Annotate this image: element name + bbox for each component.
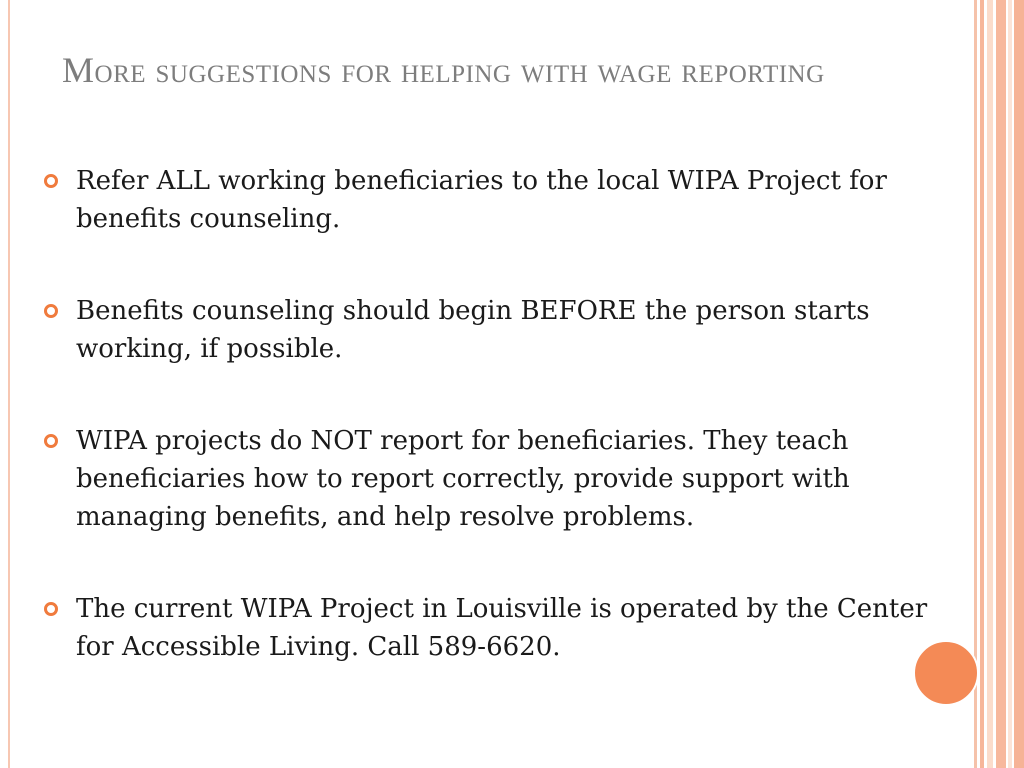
stripe bbox=[996, 0, 1006, 768]
bullet-circle-icon bbox=[44, 602, 58, 616]
stripe bbox=[987, 0, 993, 768]
left-border-line bbox=[8, 0, 10, 768]
bullet-item bbox=[44, 292, 944, 368]
bullet-circle-icon bbox=[44, 434, 58, 448]
decorative-circle bbox=[913, 640, 979, 706]
bullet-item bbox=[44, 422, 944, 536]
right-decorative-stripes bbox=[974, 0, 1024, 768]
bullet-list bbox=[44, 162, 944, 720]
slide-title: More suggestions for helping with wage reporting bbox=[62, 50, 825, 90]
stripe bbox=[974, 0, 977, 768]
bullet-text: Refer ALL working beneficiaries to the local WIPA Project for benefits counseling. bbox=[76, 166, 887, 234]
bullet-text: Benefits counseling should begin BEFORE the person starts working, if possible. bbox=[76, 296, 870, 364]
stripe bbox=[1014, 0, 1024, 768]
bullet-item bbox=[44, 162, 944, 238]
bullet-circle-icon bbox=[44, 304, 58, 318]
stripe bbox=[1008, 0, 1012, 768]
stripe bbox=[980, 0, 984, 768]
bullet-item bbox=[44, 590, 944, 666]
bullet-text: The current WIPA Project in Louisville is operated by the Center for Accessible Living. Call 589-6620. bbox=[76, 594, 928, 662]
bullet-circle-icon bbox=[44, 174, 58, 188]
bullet-text: WIPA projects do NOT report for beneficiaries. They teach beneficiaries how to report correctly, provide support with managing benefits, and help resolve problems. bbox=[76, 426, 850, 532]
